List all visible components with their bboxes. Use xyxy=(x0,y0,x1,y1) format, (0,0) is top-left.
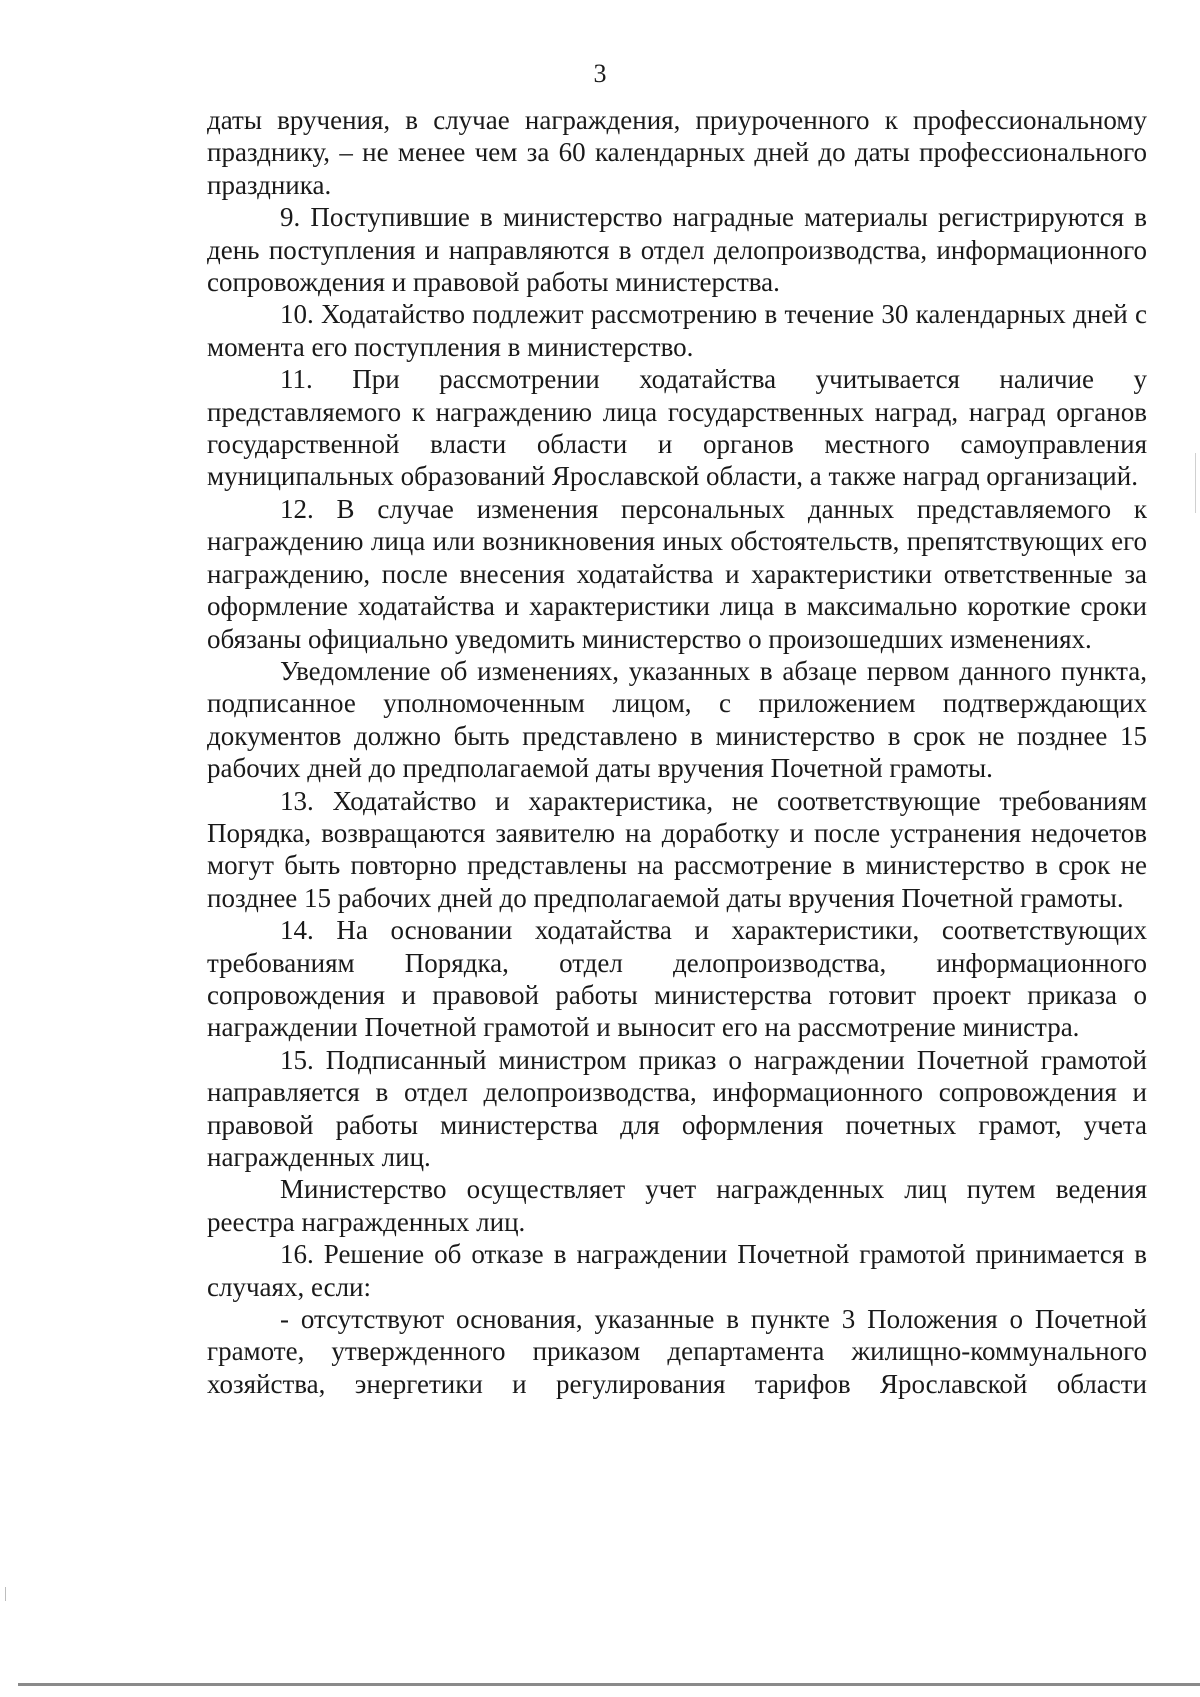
paragraph-item-15: 15. Подписанный министром приказ о награждении Почетной грамотой направляется в отдел делопроизводства, информационного сопровождения и правовой работы министерства для оформления почетных грамот, учета награжденных лиц. xyxy=(207,1044,1147,1172)
paragraph-item-9: 9. Поступившие в министерство наградные материалы регистрируются в день поступления и направляются в отдел делопроизводства, информационного сопровождения и правовой работы министерства. xyxy=(207,202,1147,298)
paragraph-item-12: 12. В случае изменения персональных данных представляемого к награждению лица или возникновения иных обстоятельств, препятствующих его награждению, после внесения ходатайства и характеристики ответственные за оформление ходатайства и характеристики лица в максимально короткие сроки обязаны официально уведомить министерство о произошедших изменениях. xyxy=(207,493,1147,654)
paragraph-item-16: 16. Решение об отказе в награждении Почетной грамотой принимается в случаях, если: xyxy=(207,1239,1147,1302)
scan-artifact-left xyxy=(5,1587,6,1601)
paragraph-item-15-registry: Министерство осуществляет учет награжденных лиц путем ведения реестра награжденных лиц. xyxy=(207,1174,1147,1237)
paragraph-item-14: 14. На основании ходатайства и характеристики, соответствующих требованиям Порядка, отдел делопроизводства, информационного сопровождения и правовой работы министерства готовит проект приказа о награждении Почетной грамотой и выносит его на рассмотрение министра. xyxy=(207,915,1147,1043)
document-body xyxy=(207,104,1147,1400)
page-number: 3 xyxy=(593,59,607,88)
page-bottom-edge xyxy=(18,1683,1200,1686)
paragraph-item-16-bullet-1: - отсутствуют основания, указанные в пункте 3 Положения о Почетной грамоте, утвержденного приказом департамента жилищно-коммунального хозяйства, энергетики и регулирования тарифов Ярославской области xyxy=(207,1304,1147,1399)
paragraph-item-10: 10. Ходатайство подлежит рассмотрению в течение 30 календарных дней с момента его поступления в министерство. xyxy=(207,299,1147,362)
scan-artifact-right xyxy=(1195,453,1196,513)
paragraph-item-13: 13. Ходатайство и характеристика, не соответствующие требованиям Порядка, возвращаются заявителю на доработку и после устранения недочетов могут быть повторно представлены на рассмотрение в министерство в срок не позднее 15 рабочих дней до предполагаемой даты вручения Почетной грамоты. xyxy=(207,785,1147,913)
paragraph-item-12-notice: Уведомление об изменениях, указанных в абзаце первом данного пункта, подписанное уполномоченным лицом, с приложением подтверждающих документов должно быть представлено в министерство в срок не позднее 15 рабочих дней до предполагаемой даты вручения Почетной грамоты. xyxy=(207,655,1147,784)
paragraph-item-11: 11. При рассмотрении ходатайства учитывается наличие у представляемого к награждению лица государственных наград, наград органов государственной власти области и органов местного самоуправления муниципальных образований Ярославской области, а также наград организаций. xyxy=(207,364,1147,492)
paragraph-continuation: даты вручения, в случае награждения, приуроченного к профессиональному празднику, – не менее чем за 60 календарных дней до даты профессионального праздника. xyxy=(207,105,1147,200)
